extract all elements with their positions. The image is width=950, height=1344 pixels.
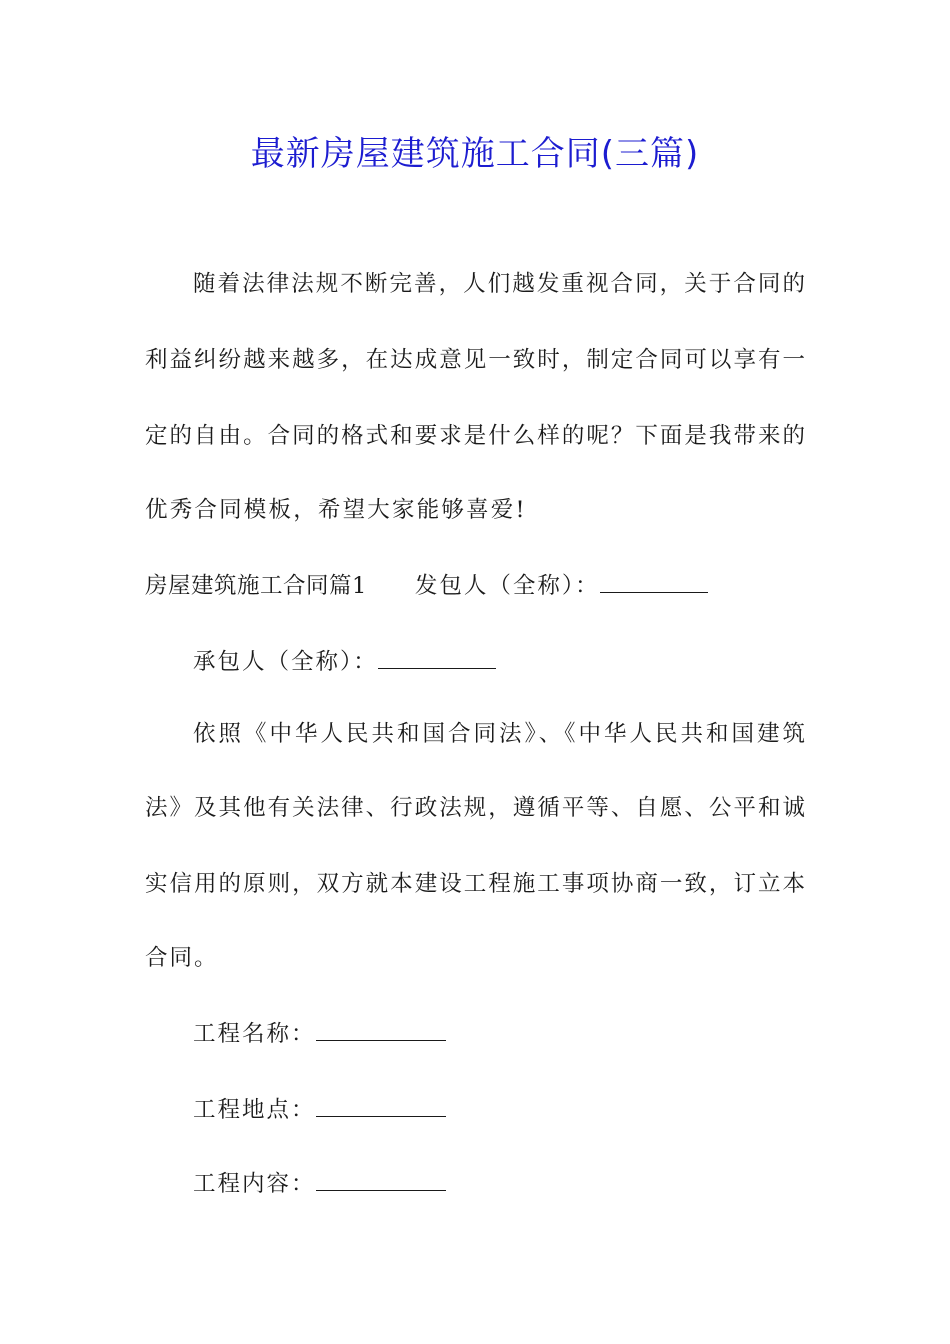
- project-name-blank: [316, 1016, 446, 1041]
- intro-line-1: 随着法律法规不断完善，人们越发重视合同，关于合同的: [193, 271, 805, 297]
- project-name-label: 工程名称：: [193, 1021, 316, 1047]
- project-location-label: 工程地点：: [193, 1097, 316, 1123]
- section-heading: 房屋建筑施工合同篇1: [145, 573, 367, 599]
- basis-line-4: 合同。: [145, 945, 219, 971]
- basis-line-3: 实信用的原则，双方就本建设工程施工事项协商一致，订立本: [145, 871, 805, 897]
- basis-line-2: 法》及其他有关法律、行政法规，遵循平等、自愿、公平和诚: [145, 795, 805, 821]
- intro-line-3: 定的自由。合同的格式和要求是什么样的呢？下面是我带来的: [145, 423, 805, 449]
- project-content-label: 工程内容：: [193, 1171, 316, 1197]
- employer-blank: [600, 568, 708, 593]
- employer-label: 发包人（全称）：: [414, 573, 600, 599]
- basis-line-1: 依照《中华人民共和国合同法》、《中华人民共和国建筑: [193, 721, 805, 747]
- project-location-row: [193, 1092, 805, 1126]
- contractor-label: 承包人（全称）：: [193, 649, 378, 675]
- project-content-blank: [316, 1166, 446, 1191]
- section-heading-row: [145, 568, 805, 602]
- document-title: 最新房屋建筑施工合同(三篇): [250, 134, 700, 174]
- project-content-row: [193, 1166, 805, 1200]
- intro-line-2: 利益纠纷越来越多，在达成意见一致时，制定合同可以享有一: [145, 347, 805, 373]
- contractor-blank: [378, 644, 496, 669]
- intro-line-4: 优秀合同模板，希望大家能够喜爱!: [145, 497, 527, 523]
- project-location-blank: [316, 1092, 446, 1117]
- contractor-row: [193, 644, 805, 678]
- project-name-row: [193, 1016, 805, 1050]
